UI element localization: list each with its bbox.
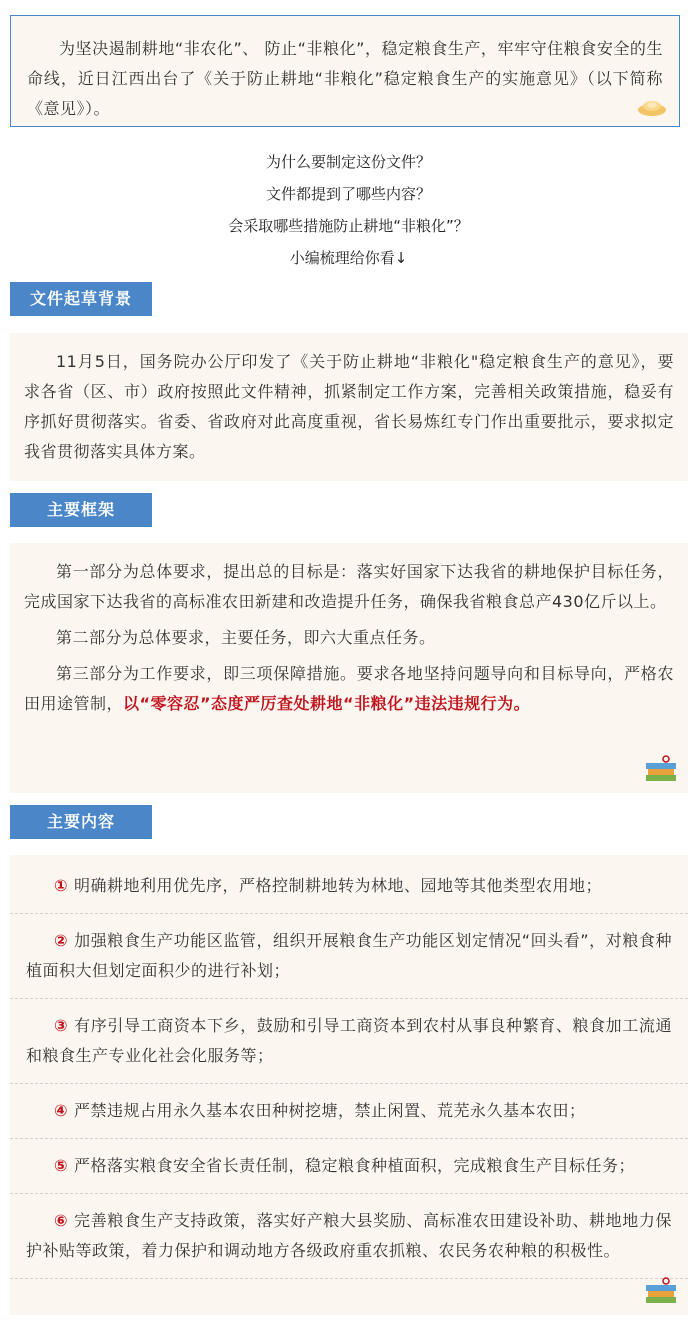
framework-panel [10, 543, 688, 793]
books-icon [644, 1277, 678, 1305]
item-text: 明确耕地利用优先序，严格控制耕地转为林地、园地等其他类型农用地； [74, 876, 603, 895]
item-text: 完善粮食生产支持政策，落实好产粮大县奖励、高标准农田建设补助、耕地地力保护补贴等政策，着力保护和调动地方各级政府重农抓粮、农民务农种粮的积极性。 [26, 1211, 672, 1260]
item-number: ④ [54, 1101, 69, 1120]
question-item: 文件都提到了哪些内容？ [265, 185, 431, 203]
question-list [0, 146, 697, 274]
intro-box [10, 15, 680, 127]
framework-part-two: 第二部分为总体要求，主要任务，即六大重点任务。 [56, 628, 436, 647]
section-title-content: 主要内容 [10, 805, 152, 839]
item-number: ① [54, 876, 69, 895]
item-number: ⑤ [54, 1156, 69, 1175]
item-text: 严禁违规占用永久基本农田种树挖塘，禁止闲置、荒芜永久基本农田； [74, 1101, 586, 1120]
list-item [10, 1139, 688, 1194]
list-item [10, 1194, 688, 1279]
framework-part-three-text: 第三部分为工作要求，即三项保障措施。要求各地坚持问题导向和目标导向，严格农田用途管制， [24, 664, 674, 713]
question-item: 为什么要制定这份文件？ [265, 153, 431, 171]
list-item [10, 914, 688, 999]
item-text: 有序引导工商资本下乡，鼓励和引导工商资本到农村从事良种繁育、粮食加工流通和粮食生产专业化社会化服务等； [26, 1016, 672, 1065]
list-item [10, 1084, 688, 1139]
framework-part-three [24, 659, 674, 719]
item-number: ② [54, 931, 69, 950]
item-number: ⑥ [54, 1211, 69, 1230]
background-panel [10, 333, 688, 481]
background-text: 11月5日，国务院办公厅印发了《关于防止耕地“非粮化"稳定粮食生产的意见》，要求各省（区、市）政府按照此文件精神，抓紧制定工作方案，完善相关政策措施，稳妥有序抓好贯彻落实。省委、省政府对此高度重视，省长易炼红专门作出重要批示，要求拟定我省贯彻落实具体方案。 [24, 352, 674, 461]
intro-text: 为坚决遏制耕地“非农化”、 防止“非粮化”，稳定粮食生产，牢牢守住粮食安全的生命线，近日江西出台了《关于防止耕地“非粮化”稳定粮食生产的实施意见》（以下简称《意见》）。 [27, 39, 663, 118]
section-title-background: 文件起草背景 [10, 282, 152, 316]
framework-part-one: 第一部分为总体要求，提出总的目标是：落实好国家下达我省的耕地保护目标任务，完成国家下达我省的高标准农田新建和改造提升任务，确保我省粮食总产430亿斤以上。 [24, 562, 674, 611]
item-text: 严格落实粮食安全省长责任制，稳定粮食种植面积，完成粮食生产目标任务； [74, 1156, 636, 1175]
books-icon [644, 755, 678, 783]
list-item [10, 859, 688, 914]
question-item: 小编梳理给你看↓ [289, 249, 408, 267]
item-number: ③ [54, 1016, 69, 1035]
item-text: 加强粮食生产功能区监管，组织开展粮食生产功能区划定情况“回头看”，对粮食种植面积大但划定面积少的进行补划； [26, 931, 672, 980]
framework-highlight: 以“零容忍”态度严厉查处耕地“非粮化”违法违规行为。 [123, 694, 531, 713]
gold-ingot-icon [637, 98, 667, 118]
list-item [10, 999, 688, 1084]
content-panel [10, 855, 688, 1315]
section-title-framework: 主要框架 [10, 493, 152, 527]
question-item: 会采取哪些措施防止耕地“非粮化”？ [228, 217, 469, 235]
